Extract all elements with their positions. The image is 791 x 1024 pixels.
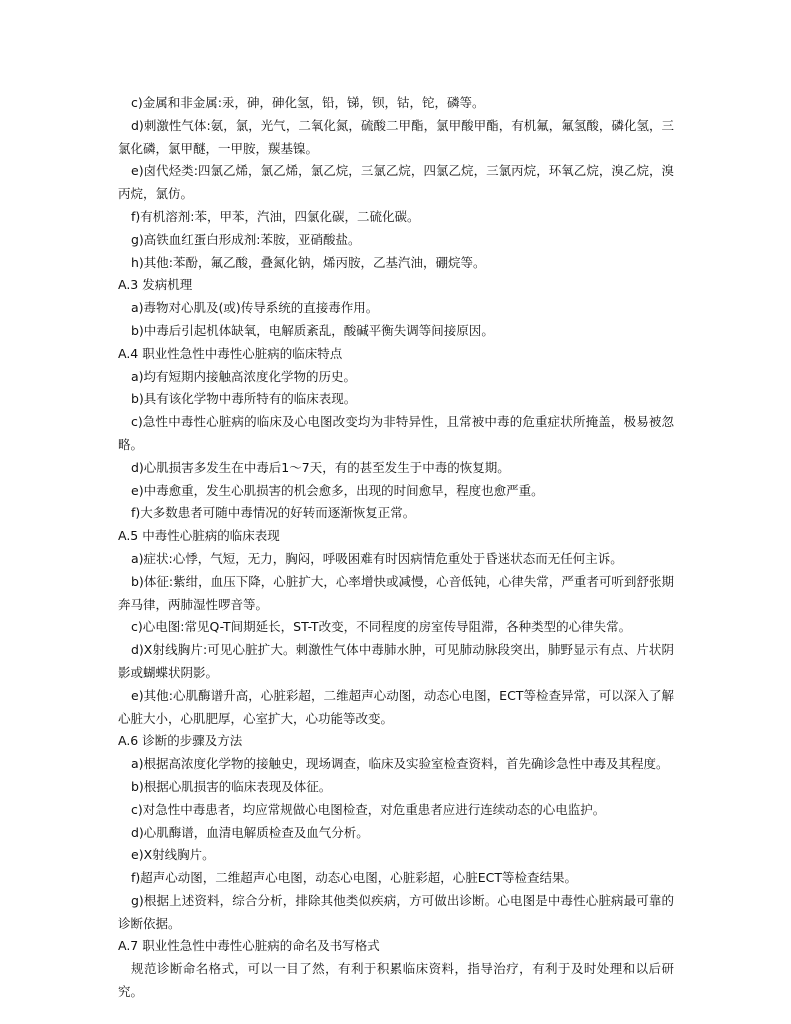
list-item: a)根据高浓度化学物的接触史，现场调查，临床及实验室检查资料，首先确诊急性中毒及其程度。 — [131, 756, 669, 772]
section-heading-a4: A.4 职业性急性中毒性心脏病的临床特点 — [118, 345, 343, 361]
list-item: g)根据上述资料，综合分析，排除其他类似疾病，方可做出诊断。心电图是中毒性心脏病最可靠的诊断依据。 — [118, 892, 674, 931]
list-item: c)心电图:常见Q-T间期延长，ST-T改变，不同程度的房室传导阻滞，各种类型的心律失常。 — [131, 619, 632, 635]
list-item: g)高铁血红蛋白形成剂:苯胺，亚硝酸盐。 — [131, 231, 361, 247]
list-item: d)X射线胸片:可见心脏扩大。刺激性气体中毒肺水肿，可见肺动脉段突出，肺野显示有点、片状阴影或蝴蝶状阴影。 — [118, 642, 674, 680]
list-item: e)X射线胸片。 — [131, 847, 215, 863]
list-item: c)金属和非金属:汞，砷，砷化氢，铅，锑，钡，钴，铊，磷等。 — [131, 95, 485, 110]
list-item: c)对急性中毒患者，均应常规做心电图检查，对危重患者应进行连续动态的心电监护。 — [131, 801, 606, 817]
section-heading-a7: A.7 职业性急性中毒性心脏病的命名及书写格式 — [118, 938, 380, 954]
list-item: h)其他:苯酚，氟乙酸，叠氮化钠，烯丙胺，乙基汽油，硼烷等。 — [131, 254, 486, 270]
list-item: d)心肌酶谱，血清电解质检查及血气分析。 — [131, 824, 369, 840]
list-item: e)卤代烃类:四氯乙烯，氯乙烯，氯乙烷，三氯乙烷，四氯乙烷，三氯丙烷，环氧乙烷，溴乙烷，溴丙烷，氯仿。 — [118, 163, 674, 202]
section-heading-a6: A.6 诊断的步骤及方法 — [118, 733, 243, 749]
list-item: d)心肌损害多发生在中毒后1～7天，有的甚至发生于中毒的恢复期。 — [131, 459, 510, 475]
list-item: b)具有该化学物中毒所特有的临床表现。 — [131, 391, 357, 407]
list-item: b)体征:紫绀，血压下降，心脏扩大，心率增快或减慢，心音低钝，心律失常，严重者可听到舒张期奔马律，两肺湿性啰音等。 — [118, 573, 674, 612]
list-item: c)急性中毒性心脏病的临床及心电图改变均为非特异性，且常被中毒的危重症状所掩盖，极易被忽略。 — [118, 414, 674, 452]
list-item: a)症状:心悸，气短，无力，胸闷，呼吸困难有时因病情危重处于昏迷状态而无任何主诉。 — [131, 550, 623, 566]
list-item: a)毒物对心肌及(或)传导系统的直接毒作用。 — [131, 300, 379, 316]
list-item: b)根据心肌损害的临床表现及体征。 — [131, 778, 332, 794]
body-paragraph: 规范诊断命名格式，可以一目了然，有利于积累临床资料，指导治疗，有利于及时处理和以后研究。 — [118, 961, 674, 1000]
section-heading-a3: A.3 发病机理 — [118, 277, 193, 293]
list-item: f)有机溶剂:苯，甲苯，汽油，四氯化碳，二硫化碳。 — [131, 208, 420, 224]
list-item: b)中毒后引起机体缺氧，电解质紊乱，酸碱平衡失调等间接原因。 — [131, 322, 494, 338]
list-item: d)刺激性气体:氨，氯，光气，二氧化氮，硫酸二甲酯，氯甲酸甲酯，有机氟，氟氢酸，磷化氢，三氯化磷，氯甲醚，一甲胺，羰基镍。 — [118, 117, 674, 156]
list-item: f)超声心动图，二维超声心电图，动态心电图，心脏彩超，心脏ECT等检查结果。 — [131, 870, 578, 886]
list-item: e)其他:心肌酶谱升高，心脏彩超，二维超声心动图，动态心电图，ECT等检查异常，可以深入了解心脏大小，心肌肥厚，心室扩大，心功能等改变。 — [118, 687, 674, 726]
list-item: f)大多数患者可随中毒情况的好转而逐渐恢复正常。 — [131, 505, 416, 521]
list-item: a)均有短期内接触高浓度化学物的历史。 — [131, 368, 357, 384]
section-heading-a5: A.5 中毒性心脏病的临床表现 — [118, 528, 280, 544]
list-item: e)中毒愈重，发生心肌损害的机会愈多，出现的时间愈早，程度也愈严重。 — [131, 482, 544, 498]
document-body — [118, 92, 674, 1004]
